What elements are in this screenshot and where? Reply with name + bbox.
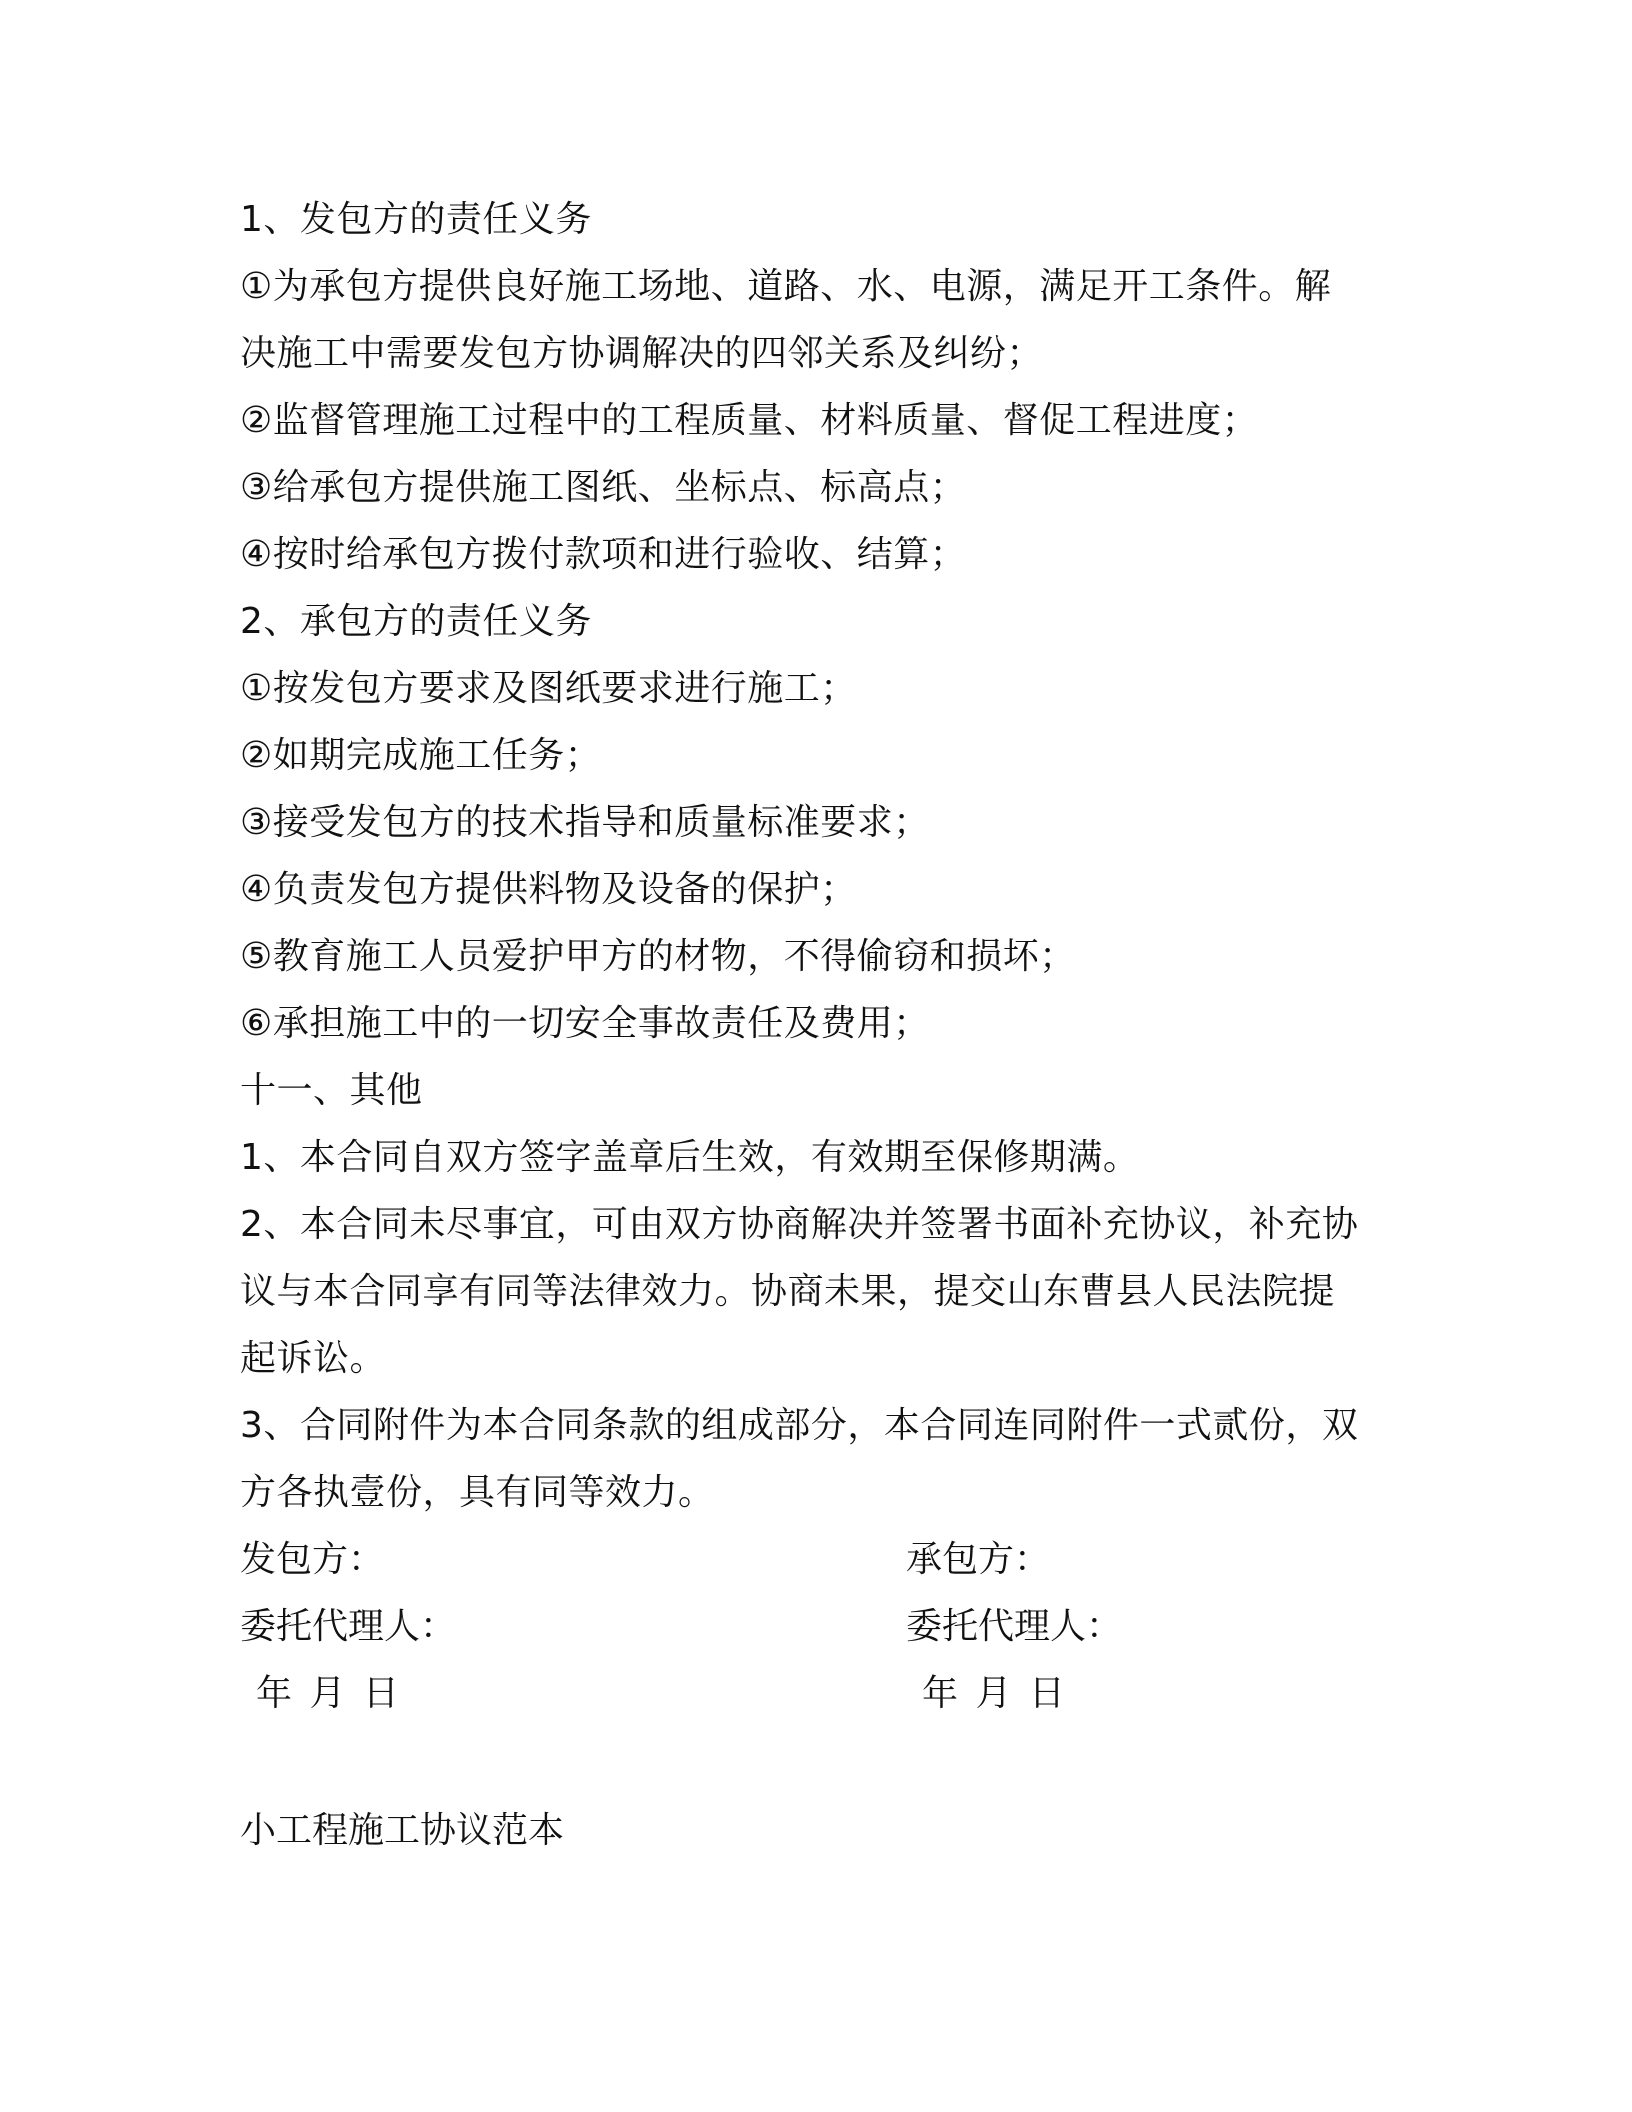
paragraph-line: ③接受发包方的技术指导和质量标准要求； bbox=[240, 802, 930, 843]
paragraph-line: ②如期完成施工任务； bbox=[240, 735, 602, 776]
contractor-agent-label: 委托代理人： bbox=[906, 1606, 1123, 1647]
paragraph-line: 1、本合同自双方签字盖章后生效，有效期至保修期满。 bbox=[240, 1137, 1140, 1178]
signature-date-row bbox=[240, 1660, 1390, 1727]
paragraph-line: ⑤教育施工人员爱护甲方的材物，不得偷窃和损坏； bbox=[240, 936, 1076, 977]
employer-agent-label: 委托代理人： bbox=[240, 1606, 457, 1647]
paragraph-line: 起诉讼。 bbox=[240, 1338, 387, 1379]
contractor-date-label: 年 月 日 bbox=[922, 1673, 1065, 1714]
paragraph-line: ①为承包方提供良好施工场地、道路、水、电源，满足开工条件。解 bbox=[240, 266, 1332, 307]
section-heading-other: 十一、其他 bbox=[240, 1070, 423, 1111]
signature-agent-row bbox=[240, 1593, 1390, 1660]
paragraph-line: 2、本合同未尽事宜，可由双方协商解决并签署书面补充协议，补充协 bbox=[240, 1204, 1359, 1245]
document-footer-title: 小工程施工协议范本 bbox=[240, 1810, 565, 1851]
paragraph-line: ③给承包方提供施工图纸、坐标点、标高点； bbox=[240, 467, 967, 508]
paragraph-line: ④按时给承包方拨付款项和进行验收、结算； bbox=[240, 534, 967, 575]
paragraph-line: 议与本合同享有同等法律效力。协商未果，提交山东曹县人民法院提 bbox=[240, 1271, 1336, 1312]
paragraph-line: ①按发包方要求及图纸要求进行施工； bbox=[240, 668, 857, 709]
section-heading-contractor-duties: 2、承包方的责任义务 bbox=[240, 601, 592, 642]
signature-party-row bbox=[240, 1526, 1390, 1593]
document-body bbox=[240, 186, 1390, 1727]
paragraph-line: 3、合同附件为本合同条款的组成部分，本合同连同附件一式贰份，双 bbox=[240, 1405, 1359, 1446]
paragraph-line: 方各执壹份，具有同等效力。 bbox=[240, 1472, 715, 1513]
employer-date-label: 年 月 日 bbox=[256, 1673, 399, 1714]
contractor-signature-label: 承包方： bbox=[906, 1539, 1051, 1580]
paragraph-line: 决施工中需要发包方协调解决的四邻关系及纠纷； bbox=[240, 333, 1044, 374]
paragraph-line: ④负责发包方提供料物及设备的保护； bbox=[240, 869, 857, 910]
section-heading-employer-duties: 1、发包方的责任义务 bbox=[240, 199, 592, 240]
paragraph-line: ②监督管理施工过程中的工程质量、材料质量、督促工程进度； bbox=[240, 400, 1259, 441]
paragraph-line: ⑥承担施工中的一切安全事故责任及费用； bbox=[240, 1003, 930, 1044]
employer-signature-label: 发包方： bbox=[240, 1539, 385, 1580]
